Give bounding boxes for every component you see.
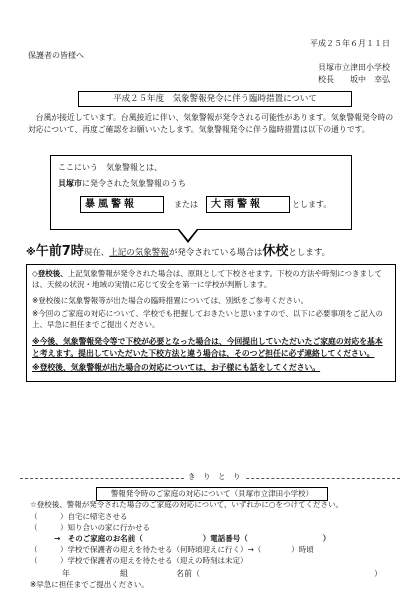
headline-mid1: 現在、 [83, 248, 110, 258]
note-talk-children: ※登校後、気象警報が出た場合の対応については、お子様にも話をしてください。 [32, 363, 321, 372]
callout-line-1: ここにいう 気象警報とは、 [58, 163, 162, 172]
principal-name: 校長 坂中 幸弘 [318, 75, 390, 84]
name-label[interactable]: 名前（ [176, 569, 200, 578]
note-after-arrival-text: 上記気象警報が発令された場合は、原則として下校させます。下校の方法や時刻につきましては、天候の状況・地域の実情に応じて安全を第一に学校が判断します。 [32, 269, 383, 289]
headline-underlined: 上記の気象警報 [109, 248, 169, 258]
headline-time: 午前7時 [35, 244, 84, 259]
form-title: 警報発令時のご家庭の対応について（貝塚市立津田小学校） [96, 487, 328, 501]
option-go-home[interactable]: （ ）自宅に帰宅させる [30, 512, 128, 521]
note-reference: ※登校後に気象警報等が出た場合の臨時措置については、別紙をご参考ください。 [32, 296, 309, 305]
school-name: 貝塚市立津田小学校 [318, 63, 390, 72]
note-after-arrival [32, 269, 390, 290]
cut-label: き り と り [184, 472, 245, 483]
callout-city: 貝塚市 [58, 179, 82, 188]
document-date: 平成２５年６月１１日 [310, 39, 390, 48]
headline-mark: ※ [26, 247, 36, 258]
headline-suffix: とします。 [288, 248, 331, 258]
heavy-rain-warning-box: 大雨警報 [206, 196, 290, 213]
note-future: ※今後、気象警報発令等で下校が必要となった場合は、今回提出していただいたご家庭の対応を基本と考えます。提出していただいた下校方法と違う場合は、そのつど担任に必ず連絡してください。 [32, 337, 383, 358]
callout-tail-fill [176, 225, 200, 240]
option-wait-time-unknown[interactable]: （ ）学校で保護者の迎えを待たせる（迎えの時刻は未定） [30, 556, 248, 565]
storm-warning-box: 暴風警報 [80, 196, 164, 213]
callout-line-2-rest: に発令された気象警報のうち [82, 179, 186, 188]
closure-headline [26, 240, 330, 259]
headline-result: 休校 [262, 244, 289, 259]
acquaintance-details-field[interactable]: → そのご家庭のお名前（ ）電話番号（ ） [54, 534, 331, 543]
option-acquaintance[interactable]: （ ）知り合いの家に行かせる [30, 523, 150, 532]
name-close: ） [374, 569, 382, 578]
callout-line-2 [58, 178, 186, 189]
callout-or: または [174, 200, 198, 209]
form-footer: ※早急に担任までご提出ください。 [30, 580, 149, 589]
intro-paragraph: 台風が接近しています。台風接近に伴い、気象警報が発令される可能性があります。気象警報発令時の対応について、再度ご確認をお願いいたします。気象警報発令に伴う臨時措置は以下の通りです。 [28, 113, 394, 134]
year-label: 年 [62, 569, 70, 578]
document-title: 平成２５年度 気象警報発令に伴う臨時措置について [78, 91, 352, 107]
option-wait-time-known[interactable]: （ ）学校で保護者の迎えを待たせる（何時頃迎えに行く）→（ ）時頃 [30, 545, 314, 554]
note-request: ※今回のご家庭の対応について、学校でも把握しておきたいと思いますので、以下に必要事項をご記入の上、早急に担任までご提出ください。 [32, 309, 383, 329]
headline-mid2: が発令されている場合は [168, 248, 263, 258]
class-label: 組 [120, 569, 128, 578]
note-after-arrival-head: ◇登校後、 [32, 269, 68, 278]
callout-suffix: とします。 [292, 200, 332, 209]
form-instruction: ☆登校後、警報が発令された場合のご家庭の対応について、いずれかに○をつけてください。 [30, 500, 343, 509]
recipient-line: 保護者の皆様へ [28, 51, 84, 60]
